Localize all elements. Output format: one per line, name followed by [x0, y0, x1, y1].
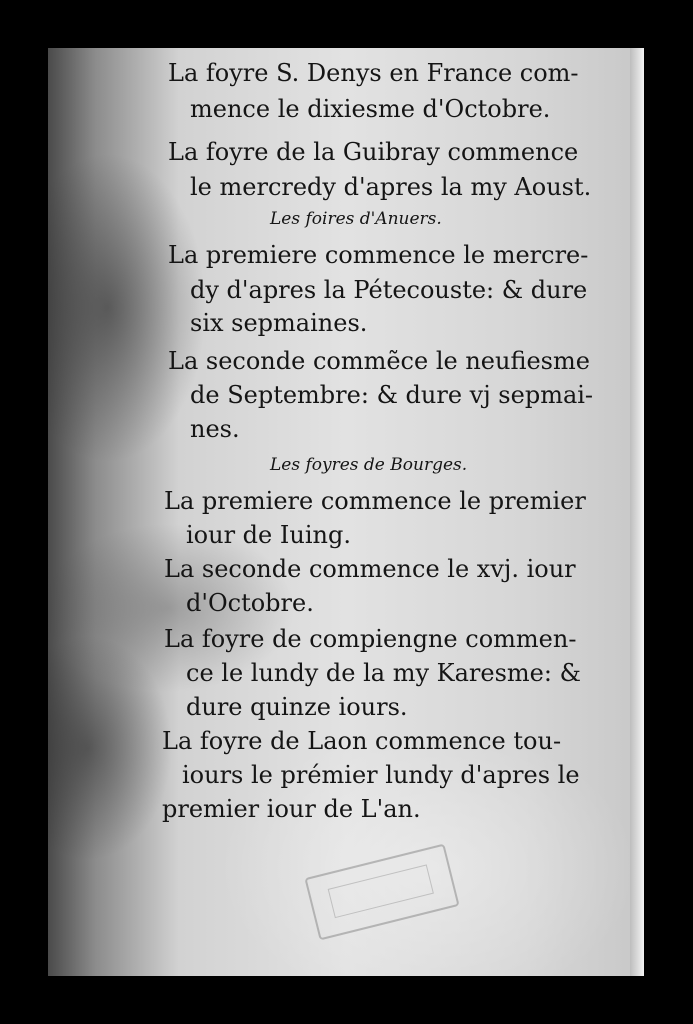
- text-line: dy d'apres la Pétecouste: & dure: [190, 276, 588, 304]
- text-line: La foyre de Laon commence tou-: [162, 727, 562, 755]
- text-line: nes.: [190, 415, 240, 443]
- text-line: La foyre de compiengne commen-: [164, 625, 577, 653]
- text-line: d'Octobre.: [186, 589, 314, 617]
- text-line: La seconde commẽce le neufiesme: [168, 347, 590, 375]
- section-heading: Les foyres de Bourges.: [270, 455, 468, 475]
- faded-stamp: [304, 844, 459, 941]
- text-line: six sepmaines.: [190, 309, 368, 337]
- text-line: ce le lundy de la my Karesme: &: [186, 659, 581, 687]
- text-line: La foyre S. Denys en France com-: [168, 59, 579, 87]
- text-line: iour de Iuing.: [186, 521, 351, 549]
- text-line: le mercredy d'apres la my Aoust.: [190, 173, 592, 201]
- text-line: La premiere commence le premier: [164, 487, 586, 515]
- text-line: de Septembre: & dure vj sepmai-: [190, 381, 594, 409]
- text-line: La seconde commence le xvj. iour: [164, 555, 576, 583]
- text-line: iours le prémier lundy d'apres le: [182, 761, 580, 789]
- text-line: La foyre de la Guibray commence: [168, 138, 579, 166]
- page-edge: [630, 48, 644, 976]
- scanned-page: [48, 48, 644, 976]
- section-heading: Les foires d'Anuers.: [270, 209, 442, 229]
- text-line: dure quinze iours.: [186, 693, 408, 721]
- text-line: premier iour de L'an.: [162, 795, 421, 823]
- text-line: La premiere commence le mercre-: [168, 241, 589, 269]
- text-line: mence le dixiesme d'Octobre.: [190, 95, 551, 123]
